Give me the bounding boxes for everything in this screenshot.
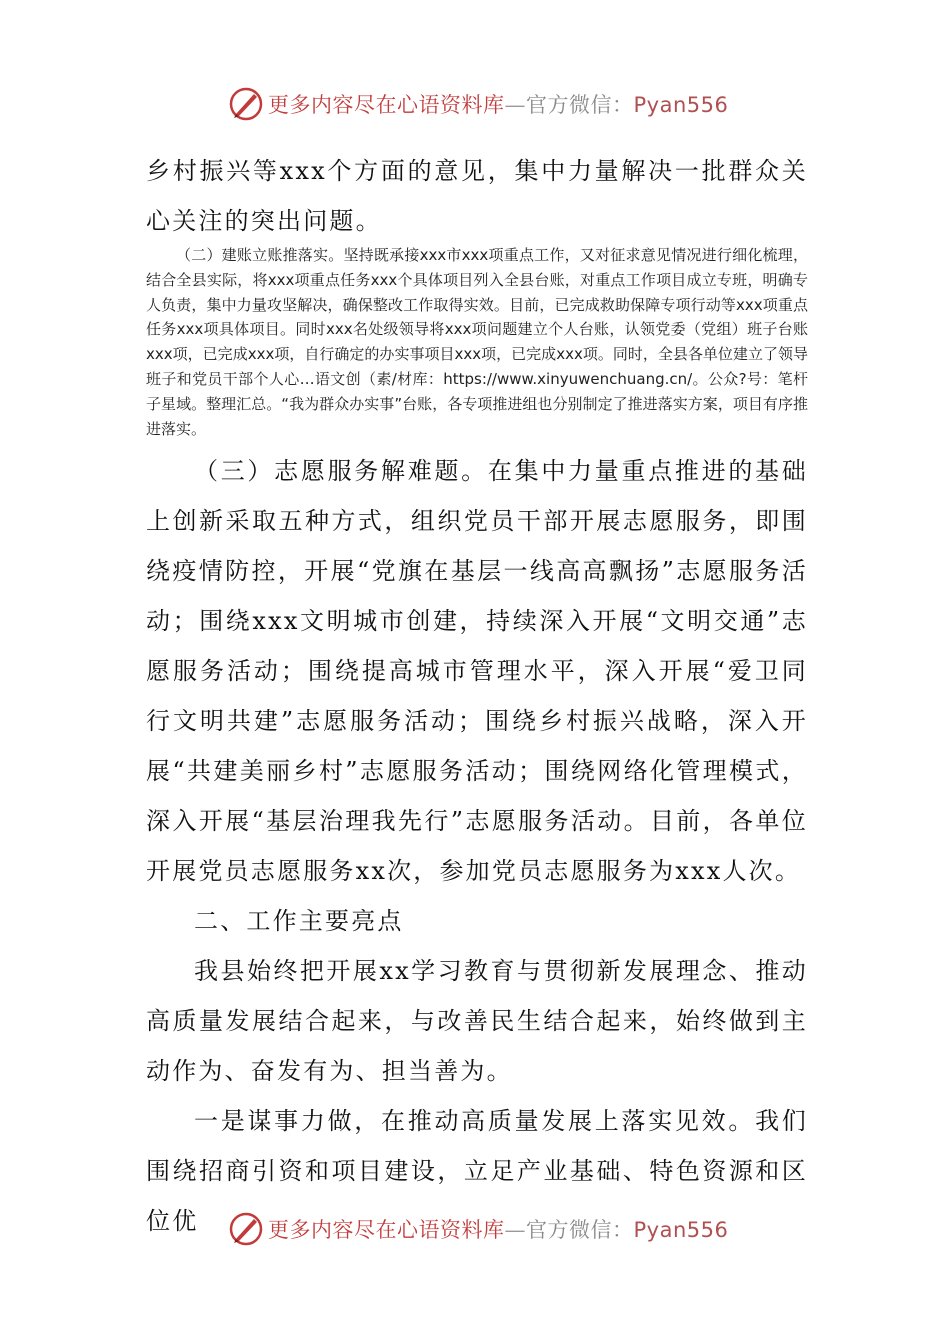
watermark-red-text-bottom: 更多内容尽在心语资料库 — [268, 1218, 505, 1242]
watermark-wechat-id-bottom: Pyan556 — [633, 1218, 729, 1242]
paragraph-5-text: 一是谋事力做，在推动高质量发展上落实见效。我们围绕招商引资和项目建设，立足产业基础、特色资源和区位优 — [146, 1107, 808, 1235]
watermark-dash: — — [504, 93, 526, 117]
watermark-text-bottom — [268, 1214, 728, 1244]
section-heading-2: 二、工作主要亮点 — [194, 907, 404, 935]
watermark-red-text: 更多内容尽在心语资料库 — [268, 93, 505, 117]
paragraph-2-text: （二）建账立账推落实。坚持既承接xxx市xxx项重点工作，又对征求意见情况进行细化梳理，结合全县实际，将xxx项重点任务xxx个具体项目列入全县台账，对重点工作项目成立专班，明确专人负责，集中力量攻坚解决，确保整改工作取得实效。目前，已完成救助保障专项行动等xxx项重点任务xxx项具体项目。同时xxx名处级领导将xxx项问题建立个人台账，认领党委（党组）班子台账xxx项，已完成xxx项，自行确定的办实事项目xxx项，已完成xxx项。同时，全县各单位建立了领导班子和党员干部个人心…语文创（素/材库：https://www.xinyuwenchuang.cn/。公众?号：笔杆子星域。整理汇总。“我为群众办实事”台账，各专项推进组也分别制定了推进落实方案，项目有序推进落实。 — [146, 246, 808, 438]
watermark-dash-bottom: — — [504, 1218, 526, 1242]
watermark-wechat-label-bottom: 官方微信： — [526, 1218, 634, 1242]
watermark-banner-top — [228, 84, 728, 124]
main-body — [146, 446, 808, 1246]
pen-logo-icon — [228, 86, 264, 122]
paragraph-3-text: （三）志愿服务解难题。在集中力量重点推进的基础上创新采取五种方式，组织党员干部开展志愿服务，即围绕疫情防控，开展“党旗在基层一线高高飘扬”志愿服务活动；围绕xxx文明城市创建，持续深入开展“文明交通”志愿服务活动；围绕提高城市管理水平，深入开展“爱卫同行文明共建”志愿服务活动；围绕乡村振兴战略，深入开展“共建美丽乡村”志愿服务活动；围绕网络化管理模式，深入开展“基层治理我先行”志愿服务活动。目前，各单位开展党员志愿服务xx次，参加党员志愿服务为xxx人次。 — [146, 457, 808, 885]
watermark-text — [268, 89, 728, 119]
paragraph-4-text: 我县始终把开展xx学习教育与贯彻新发展理念、推动高质量发展结合起来，与改善民生结合起来，始终做到主动作为、奋发有为、担当善为。 — [146, 957, 808, 1085]
watermark-banner-bottom — [228, 1209, 728, 1249]
watermark-wechat-label: 官方微信： — [526, 93, 634, 117]
paragraph-1 — [146, 146, 808, 246]
pen-logo-icon — [228, 1211, 264, 1247]
paragraph-1-text: 乡村振兴等xxx个方面的意见，集中力量解决一批群众关心关注的突出问题。 — [146, 157, 808, 235]
watermark-wechat-id: Pyan556 — [633, 93, 729, 117]
